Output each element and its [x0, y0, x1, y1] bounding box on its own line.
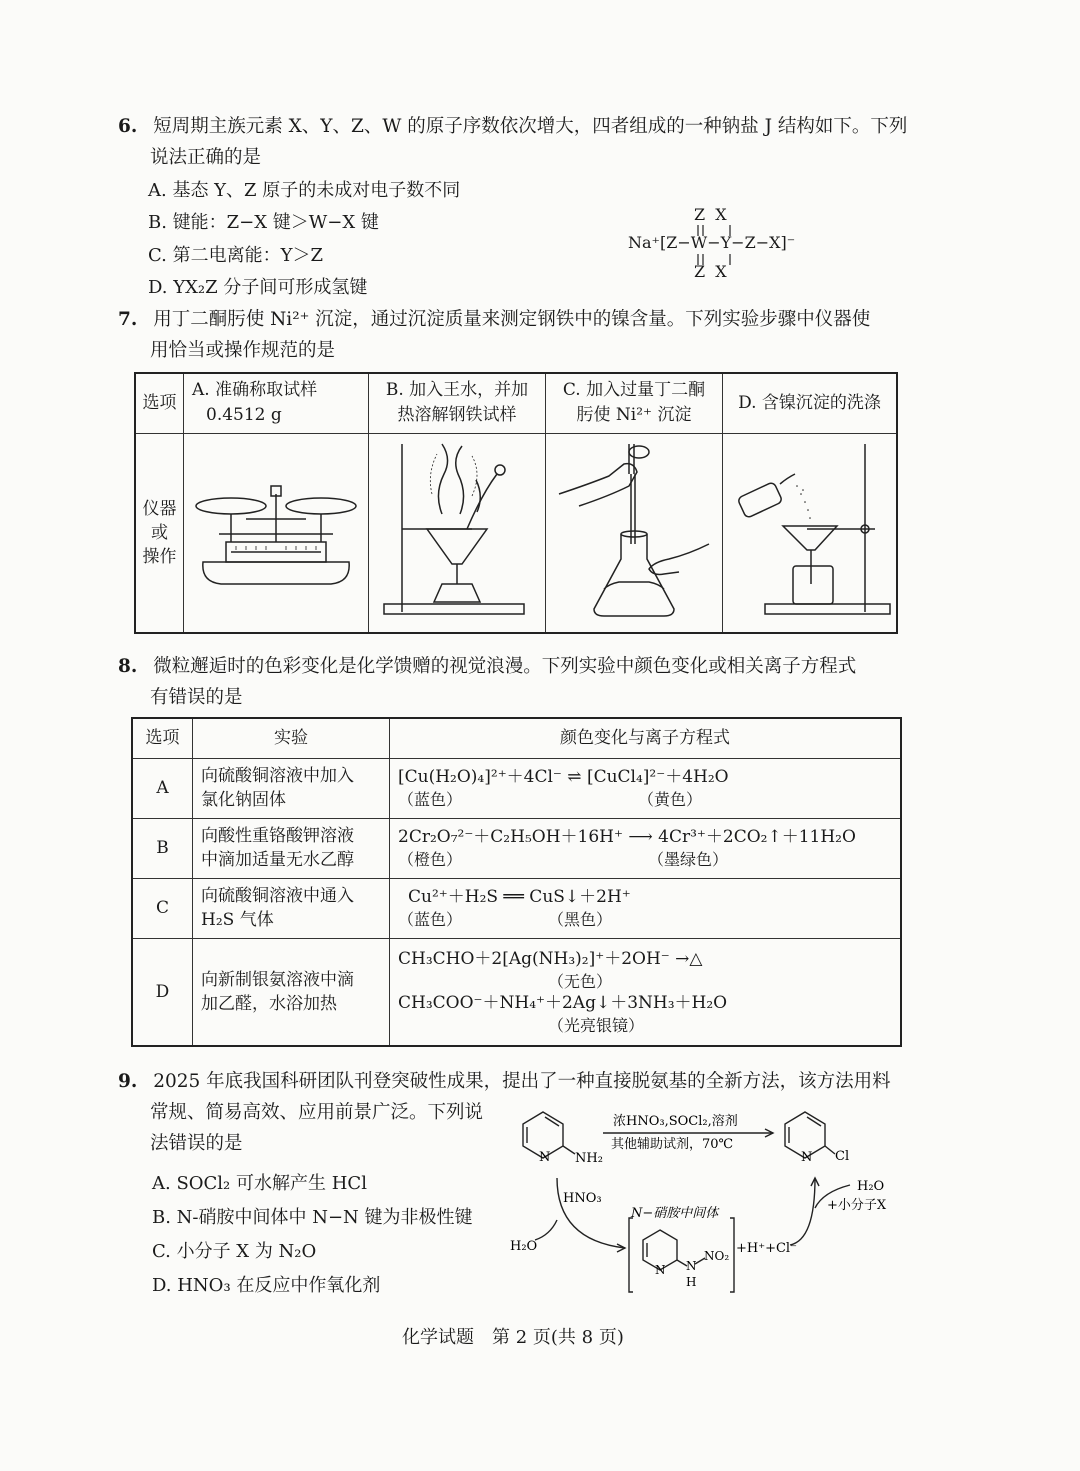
q9-small-x: +小分子X	[827, 1198, 887, 1213]
q8-row-c[interactable]	[132, 878, 901, 938]
q9-option-c[interactable]: C. 小分子 X 为 N₂O	[152, 1241, 317, 1262]
q8-stem-line1: 8. 微粒邂逅时的色彩变化是化学馈赠的视觉浪漫。下列实验中颜色变化或相关离子方程式	[118, 656, 857, 677]
q9-stem-line2: 常规、简易高效、应用前景广泛。下列说	[150, 1102, 484, 1123]
q6-structure-bonds	[628, 205, 818, 285]
q9-reaction-scheme	[505, 1100, 925, 1300]
q6-structure-top: Z X	[694, 205, 727, 224]
q8-header-option: 选项	[132, 718, 193, 758]
heating-funnel-icon	[372, 434, 542, 624]
q9-stem-line3: 法错误的是	[150, 1133, 243, 1154]
q9-stem-line1: 9. 2025 年底我国科研团队刊登突破性成果，提出了一种直接脱氨基的全新方法，该方法用料	[118, 1071, 891, 1092]
q8-number: 8.	[118, 656, 138, 677]
question-8	[118, 651, 938, 713]
q6-option-d[interactable]: D. YX₂Z 分子间可形成氢键	[148, 277, 368, 298]
q7-image-d	[723, 433, 898, 633]
q7-table	[134, 372, 898, 634]
q7-option-a[interactable]: A. 准确称取试样 0.4512 g	[184, 373, 369, 433]
q8-header-equation: 颜色变化与离子方程式	[390, 718, 902, 758]
q8-row-b-option: B	[132, 818, 193, 878]
q9-option-b[interactable]: B. N-硝胺中间体中 N−N 键为非极性键	[152, 1207, 473, 1228]
balance-scale-icon	[191, 434, 361, 624]
flask-dropper-icon	[549, 434, 719, 624]
q8-row-c-experiment: 向硫酸铜溶液中通入 H₂S 气体	[193, 878, 390, 938]
q9-hno3: HNO₃	[563, 1191, 602, 1206]
q9-reagents-bottom: 其他辅助试剂，70℃	[611, 1137, 734, 1152]
q7-stem-line1: 7. 用丁二酮肟使 Ni²⁺ 沉淀，通过沉淀质量来测定钢铁中的镍含量。下列实验步骤中仪器使	[118, 309, 871, 330]
q7-option-c[interactable]: C. 加入过量丁二酮 肟使 Ni²⁺ 沉淀	[546, 373, 723, 433]
q7-header-row	[135, 373, 897, 433]
q8-row-c-option: C	[132, 878, 193, 938]
q7-image-b	[369, 433, 546, 633]
q6-number: 6.	[118, 116, 138, 137]
q6-structure-middle: Na⁺[Z−W−Y−Z−X]⁻	[628, 233, 796, 252]
q7-number: 7.	[118, 309, 138, 330]
q8-stem-line2: 有错误的是	[150, 687, 243, 708]
q8-row-b-equation: 2Cr₂O₇²⁻＋C₂H₅OH＋16H⁺ ⟶ 4Cr³⁺＋2CO₂↑＋11H₂O （橙色） （墨绿色）	[390, 818, 902, 878]
q9-h2o-right: H₂O	[857, 1179, 885, 1194]
q9-right-n: N	[801, 1150, 813, 1165]
q8-row-b-experiment: 向酸性重铬酸钾溶液 中滴加适量无水乙醇	[193, 818, 390, 878]
q8-row-a-equation: [Cu(H₂O)₄]²⁺＋4Cl⁻ ⇌ [CuCl₄]²⁻＋4H₂O （蓝色） （黄色）	[390, 758, 902, 818]
q8-table	[131, 717, 902, 1047]
q7-stem-line2: 用恰当或操作规范的是	[150, 340, 336, 361]
q9-cl: Cl	[835, 1149, 850, 1164]
q8-row-a-option: A	[132, 758, 193, 818]
q9-nh-h: H	[686, 1275, 697, 1289]
q9-nh-n: N	[686, 1259, 697, 1273]
q8-row-a-experiment: 向硫酸铜溶液中加入 氯化钠固体	[193, 758, 390, 818]
q8-row-c-equation: Cu²⁺＋H₂S ══ CuS↓＋2H⁺ （蓝色） （黑色）	[390, 878, 902, 938]
q8-row-d-equation: CH₃CHO＋2[Ag(NH₃)₂]⁺＋2OH⁻ →△ （无色） CH₃COO⁻＋NH₄⁺＋2Ag↓＋3NH₃＋H₂O （光亮银镜）	[390, 938, 902, 1046]
filtration-washing-icon	[725, 434, 895, 624]
q6-stem-line1: 6. 短周期主族元素 X、Y、Z、W 的原子序数依次增大，四者组成的一种钠盐 J 结构如下。下列	[118, 116, 908, 137]
q7-row-label: 仪器 或 操作	[135, 433, 184, 633]
q9-h2o-left: H₂O	[510, 1239, 538, 1254]
q8-row-d-option: D	[132, 938, 193, 1046]
q7-option-d[interactable]: D. 含镍沉淀的洗涤	[723, 373, 898, 433]
question-7	[118, 304, 938, 366]
q9-option-d[interactable]: D. HNO₃ 在反应中作氧化剂	[152, 1275, 381, 1296]
q7-header-label: 选项	[135, 373, 184, 433]
q9-nh2: NH₂	[575, 1151, 603, 1166]
q8-row-d[interactable]	[132, 938, 901, 1046]
q8-row-d-experiment: 向新制银氨溶液中滴 加乙醛，水浴加热	[193, 938, 390, 1046]
q9-intermediate-n: N	[655, 1263, 666, 1277]
q9-reagents-top: 浓HNO₃,SOCl₂,溶剂	[613, 1114, 738, 1129]
q9-no2: NO₂	[704, 1249, 730, 1263]
q7-option-b[interactable]: B. 加入王水，并加 热溶解钢铁试样	[369, 373, 546, 433]
q6-structure-bottom: Z X	[694, 262, 727, 281]
q7-image-c	[546, 433, 723, 633]
page-footer: 化学试题 第 2 页(共 8 页)	[402, 1327, 624, 1348]
q8-header-experiment: 实验	[193, 718, 390, 758]
q8-header-row	[132, 718, 901, 758]
q8-row-a[interactable]	[132, 758, 901, 818]
q6-stem-line2: 说法正确的是	[150, 147, 262, 168]
question-6	[118, 111, 938, 173]
q8-row-b[interactable]	[132, 818, 901, 878]
q7-image-row	[135, 433, 897, 633]
q9-option-a[interactable]: A. SOCl₂ 可水解产生 HCl	[152, 1173, 367, 1194]
q6-structure	[628, 205, 818, 285]
q9-number: 9.	[118, 1071, 138, 1092]
q9-plus-hcl: +H⁺+Cl⁻	[736, 1241, 797, 1256]
q6-option-c[interactable]: C. 第二电离能：Y＞Z	[148, 245, 323, 266]
q9-left-n: N	[539, 1150, 551, 1165]
q6-option-a[interactable]: A. 基态 Y、Z 原子的未成对电子数不同	[148, 180, 461, 201]
q9-intermediate-label: N−硝胺中间体	[631, 1206, 719, 1221]
q6-option-b[interactable]: B. 键能：Z−X 键＞W−X 键	[148, 212, 379, 233]
q7-image-a	[184, 433, 369, 633]
